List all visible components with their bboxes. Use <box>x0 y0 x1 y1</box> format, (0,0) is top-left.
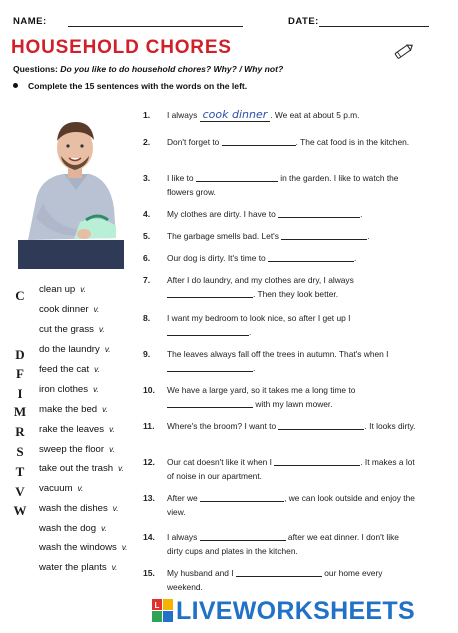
sentence-number: 12. <box>143 457 155 467</box>
answer-field[interactable] <box>222 137 296 146</box>
index-letter: D <box>15 347 25 362</box>
sentence-number: 10. <box>143 385 155 395</box>
word-bank-item: water the plants v. <box>39 562 118 573</box>
sentence-number: 7. <box>143 275 151 285</box>
answer-field[interactable] <box>281 231 367 240</box>
name-label: NAME: <box>13 16 47 27</box>
word-bank-item: sweep the floor v. <box>39 444 115 455</box>
word-bank-item: vacuum v. <box>39 483 84 494</box>
sentence-number: 3. <box>143 173 151 183</box>
worksheet-title: HOUSEHOLD CHORES <box>11 37 232 58</box>
bullet-icon <box>13 83 18 88</box>
name-field[interactable] <box>68 26 243 27</box>
date-field[interactable] <box>319 26 429 27</box>
word-bank-item: make the bed v. <box>39 404 108 415</box>
sentence-number: 11. <box>143 421 155 431</box>
questions-text: Do you like to do household chores? Why? / Why not? <box>60 64 284 74</box>
answer-field[interactable] <box>236 568 322 577</box>
sentence-number: 6. <box>143 253 151 263</box>
word-bank-item: wash the windows v. <box>39 542 128 553</box>
word-bank-item: clean up v. <box>39 284 86 295</box>
answer-field[interactable] <box>200 493 284 502</box>
liveworksheets-footer <box>152 597 452 627</box>
answer-field[interactable] <box>278 209 360 218</box>
svg-text:L: L <box>154 601 160 610</box>
answer-field[interactable] <box>268 253 354 262</box>
word-bank-item: rake the leaves v. <box>39 424 115 435</box>
sentence-number: 2. <box>143 137 151 147</box>
answer-field[interactable] <box>167 327 249 336</box>
pencil-icon <box>393 40 415 62</box>
index-letter: T <box>15 464 25 479</box>
answer-field[interactable] <box>167 399 253 408</box>
word-bank-item: iron clothes v. <box>39 384 99 395</box>
index-letter: R <box>15 424 25 439</box>
instruction-line <box>13 81 247 91</box>
index-letter: M <box>13 404 27 419</box>
answer-field[interactable] <box>278 421 364 430</box>
index-letter: W <box>13 503 27 518</box>
sentence-number: 8. <box>143 313 151 323</box>
sentence-number: 13. <box>143 493 155 503</box>
questions-line <box>13 64 283 74</box>
sentence-number: 4. <box>143 209 151 219</box>
sentence-number: 9. <box>143 349 151 359</box>
sentence-number: 5. <box>143 231 151 241</box>
date-label: DATE: <box>288 16 319 27</box>
word-bank-item: wash the dog v. <box>39 523 107 534</box>
man-ironing-photo <box>18 108 124 269</box>
index-letter: F <box>16 366 24 381</box>
word-bank-item: feed the cat v. <box>39 364 100 375</box>
name-date-row <box>13 15 443 31</box>
sentence-number: 1. <box>143 110 151 120</box>
word-bank-item: cut the grass v. <box>39 324 105 335</box>
instruction-text: Complete the 15 sentences with the words on the left. <box>28 81 248 91</box>
answer-field[interactable] <box>196 173 278 182</box>
sentence-number: 15. <box>143 568 155 578</box>
liveworksheets-logo-icon <box>152 599 174 623</box>
word-bank-item: do the laundry v. <box>39 344 111 355</box>
sentence-number: 14. <box>143 532 155 542</box>
liveworksheets-brand[interactable]: LIVEWORKSHEETS <box>176 597 415 625</box>
questions-label: Questions: <box>13 64 58 74</box>
word-bank-item: take out the trash v. <box>39 463 124 474</box>
answer-field[interactable] <box>200 532 286 541</box>
index-letter: V <box>15 484 25 499</box>
answer-field[interactable] <box>274 457 360 466</box>
word-bank-item: wash the dishes v. <box>39 503 119 514</box>
index-letter: C <box>15 288 25 303</box>
answer-field[interactable] <box>167 363 253 372</box>
answer-field[interactable]: cook dinner <box>200 109 271 122</box>
word-bank-item: cook dinner v. <box>39 304 100 315</box>
index-letter: S <box>16 444 24 459</box>
answer-field[interactable] <box>167 289 253 298</box>
index-letter: I <box>17 386 23 401</box>
